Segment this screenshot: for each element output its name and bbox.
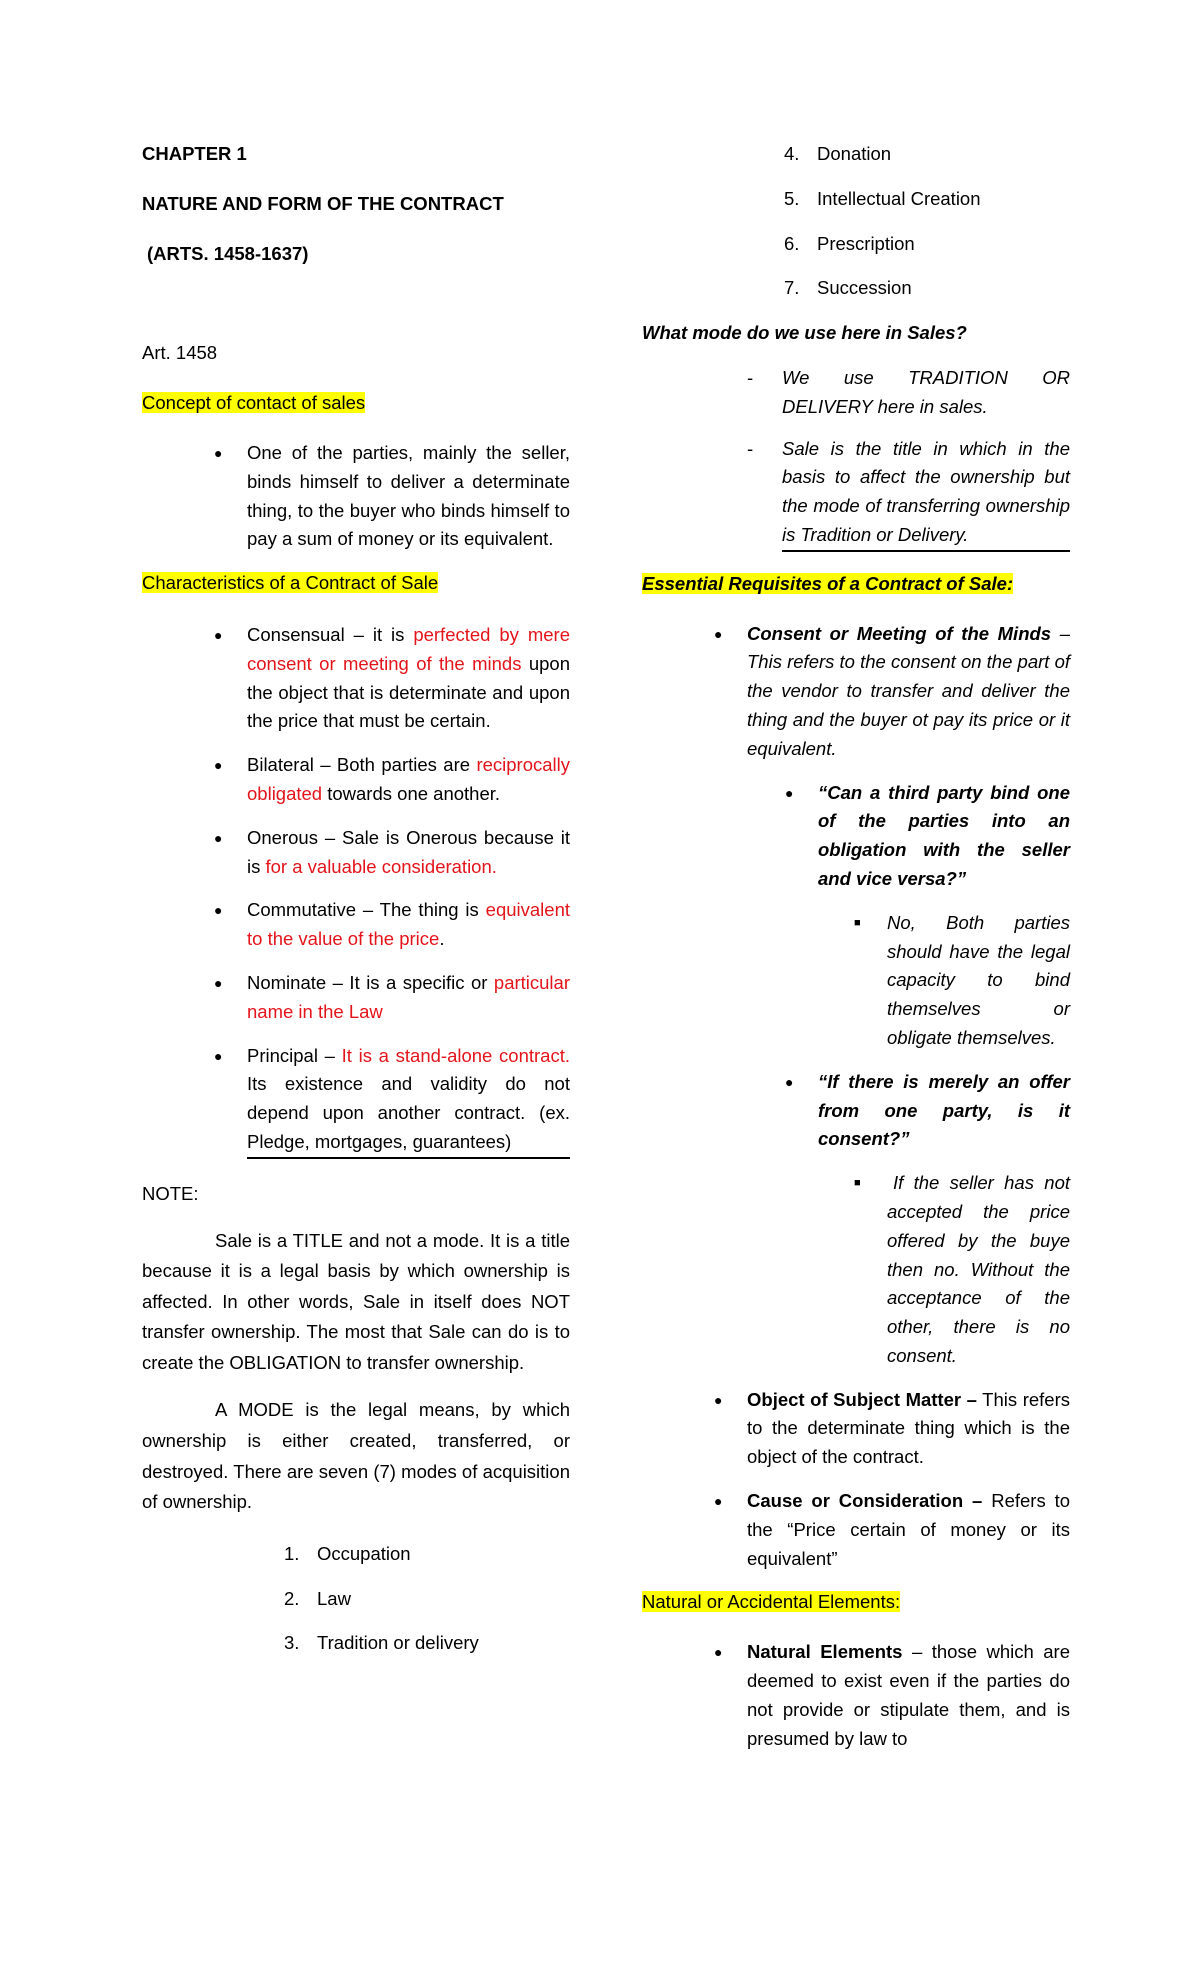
sub-question xyxy=(642,779,1070,894)
list-item xyxy=(214,969,570,1027)
note-paragraph: A MODE is the legal means, by which ownership is either created, transferred, or destroyed. There are seven (7) modes of acquisition of ownership. xyxy=(142,1399,570,1513)
note-label: NOTE: xyxy=(142,1182,199,1204)
bullet-icon: ● xyxy=(714,1493,723,1510)
right-column xyxy=(642,140,1070,1753)
modes-list-continued xyxy=(642,140,1070,303)
sub-question-text: “If there is merely an offer from one party, is it consent?” xyxy=(818,1070,1070,1150)
chapter-subtitle: NATURE AND FORM OF THE CONTRACT xyxy=(142,192,504,214)
requisite-title: Cause or Consideration – xyxy=(747,1490,983,1512)
list-item xyxy=(214,1042,570,1159)
list-item xyxy=(214,621,570,736)
bullet-icon: ● xyxy=(714,1644,723,1661)
requisite-item xyxy=(642,620,1070,764)
bullet-icon: ● xyxy=(214,974,223,991)
item-text: Consensual – it is xyxy=(247,623,414,645)
sub-question-text: “Can a third party bind one of the parties into an obligation with the seller and vice versa?” xyxy=(818,781,1070,889)
list-item xyxy=(214,751,570,809)
dash-marker: - xyxy=(747,366,754,388)
answer-text: We use TRADITION OR DELIVERY here in sales. xyxy=(782,366,1070,417)
articles-range: (ARTS. 1458-1637) xyxy=(147,242,309,264)
sub-question xyxy=(642,1068,1070,1154)
requisite-item xyxy=(642,1487,1070,1573)
item-emphasis: for a valuable consideration. xyxy=(265,855,497,877)
item-text: Law xyxy=(317,1587,351,1609)
answer-text: Sale is the title in which in the basis to affect the ownership but the mode of transferring ownership is Tradition or Delivery. xyxy=(782,437,1070,545)
list-item xyxy=(284,1585,570,1614)
item-number: 6. xyxy=(784,232,800,254)
item-number: 7. xyxy=(784,277,800,299)
bullet-icon: ● xyxy=(785,784,794,801)
requisite-text: – This refers to the consent on the part of the vendor to transfer and deliver the thing and the buyer ot pay its price or it equivalent. xyxy=(747,622,1070,759)
list-item xyxy=(214,896,570,954)
item-text: Nominate – It is a specific or xyxy=(247,971,494,993)
list-item xyxy=(284,1629,570,1658)
item-emphasis: It is a stand-alone contract. xyxy=(341,1044,570,1066)
item-number: 2. xyxy=(284,1587,300,1609)
bullet-icon: ● xyxy=(714,1391,723,1408)
item-text: Bilateral – Both parties are xyxy=(247,754,477,776)
requisite-title: Consent or Meeting of the Minds xyxy=(747,622,1052,644)
bullet-icon: ● xyxy=(214,444,223,461)
list-item xyxy=(214,824,570,882)
requisite-text: This refers to the determinate thing which is the object of the contract. xyxy=(747,1388,1070,1468)
item-number: 3. xyxy=(284,1632,300,1654)
bullet-icon: ● xyxy=(214,626,223,643)
answer-item xyxy=(642,364,1070,422)
chapter-heading: CHAPTER 1 xyxy=(142,143,247,164)
item-text: Commutative – The thing is xyxy=(247,899,486,921)
note-paragraph: Sale is a TITLE and not a mode. It is a title because it is a legal basis by which ownership is affected. In other words, Sale in itself does NOT transfer ownership. The most that Sale can do is to create the OBLIGATION to transfer ownership. xyxy=(142,1229,570,1373)
item-emphasis: equivalent to the value of the price xyxy=(247,899,570,950)
natural-title: Natural Elements xyxy=(747,1641,903,1663)
list-item xyxy=(784,185,1070,214)
item-text: Succession xyxy=(817,277,912,299)
item-text: Intellectual Creation xyxy=(817,187,981,209)
requisites-heading: Essential Requisites of a Contract of Sale: xyxy=(642,572,1014,594)
dash-marker: - xyxy=(747,437,754,459)
bullet-icon: ● xyxy=(214,757,223,774)
sub-answer xyxy=(642,1169,1070,1371)
item-text: upon the object that is determinate and upon the price that must be certain. xyxy=(247,652,570,732)
natural-text: – those which are deemed to exist even if the parties do not provide or stipulate them, and is presumed by law to xyxy=(747,1641,1070,1749)
item-number: 5. xyxy=(784,187,800,209)
list-item xyxy=(784,274,1070,303)
square-bullet-icon: ■ xyxy=(854,916,861,929)
item-number: 4. xyxy=(784,143,800,164)
sub-answer xyxy=(642,909,1070,1053)
requisite-item xyxy=(642,1386,1070,1472)
sub-answer-text: If the seller has not accepted the price offered by the buye then no. Without the acceptance of the other, there is no consent. xyxy=(887,1172,1070,1366)
sub-answer-text: No, Both parties should have the legal capacity to bind themselves or obligate themselves. xyxy=(887,911,1070,1048)
item-emphasis: reciprocally obligated xyxy=(247,754,570,804)
left-column xyxy=(142,140,570,1658)
bullet-icon: ● xyxy=(714,625,723,642)
item-text: Donation xyxy=(817,143,892,164)
item-text: Tradition or delivery xyxy=(317,1632,479,1654)
requisite-text: Refers to the “Price certain of money or its equivalent” xyxy=(747,1490,1070,1569)
concept-heading: Concept of contact of sales xyxy=(142,392,366,414)
item-text: Its existence and validity do not depend upon another contract. (ex. Pledge, mortgages, guarantees) xyxy=(247,1073,570,1152)
item-emphasis: perfected by mere consent or meeting of the minds xyxy=(247,623,570,674)
square-bullet-icon: ■ xyxy=(854,1177,861,1190)
list-item xyxy=(784,140,1070,169)
modes-list xyxy=(142,1540,570,1658)
characteristics-list xyxy=(142,621,570,1159)
item-text: Onerous – Sale is Onerous because it is xyxy=(247,826,570,877)
bullet-icon: ● xyxy=(214,902,223,919)
list-item xyxy=(784,230,1070,259)
requisite-title: Object of Subject Matter – xyxy=(747,1388,977,1410)
item-text: Occupation xyxy=(317,1542,411,1564)
item-number: 1. xyxy=(284,1542,300,1564)
item-text: towards one another. xyxy=(322,782,501,804)
natural-item xyxy=(642,1638,1070,1753)
item-text: Principal – xyxy=(247,1044,342,1066)
concept-bullet xyxy=(142,439,570,554)
concept-text: One of the parties, mainly the seller, binds himself to deliver a determinate thing, to the buyer who binds himself to pay a sum of money or its equivalent. xyxy=(247,441,570,550)
bullet-icon: ● xyxy=(214,1047,223,1064)
bullet-icon: ● xyxy=(214,829,223,846)
question-heading: What mode do we use here in Sales? xyxy=(642,322,967,344)
item-emphasis: particular name in the Law xyxy=(247,971,570,1022)
characteristics-heading: Characteristics of a Contract of Sale xyxy=(142,572,439,594)
answer-item xyxy=(747,435,1070,552)
list-item xyxy=(284,1540,570,1569)
article-number: Art. 1458 xyxy=(142,342,218,364)
item-text: Prescription xyxy=(817,232,915,254)
natural-heading: Natural or Accidental Elements: xyxy=(642,1591,901,1613)
item-text: . xyxy=(439,928,445,950)
bullet-icon: ● xyxy=(785,1073,794,1090)
